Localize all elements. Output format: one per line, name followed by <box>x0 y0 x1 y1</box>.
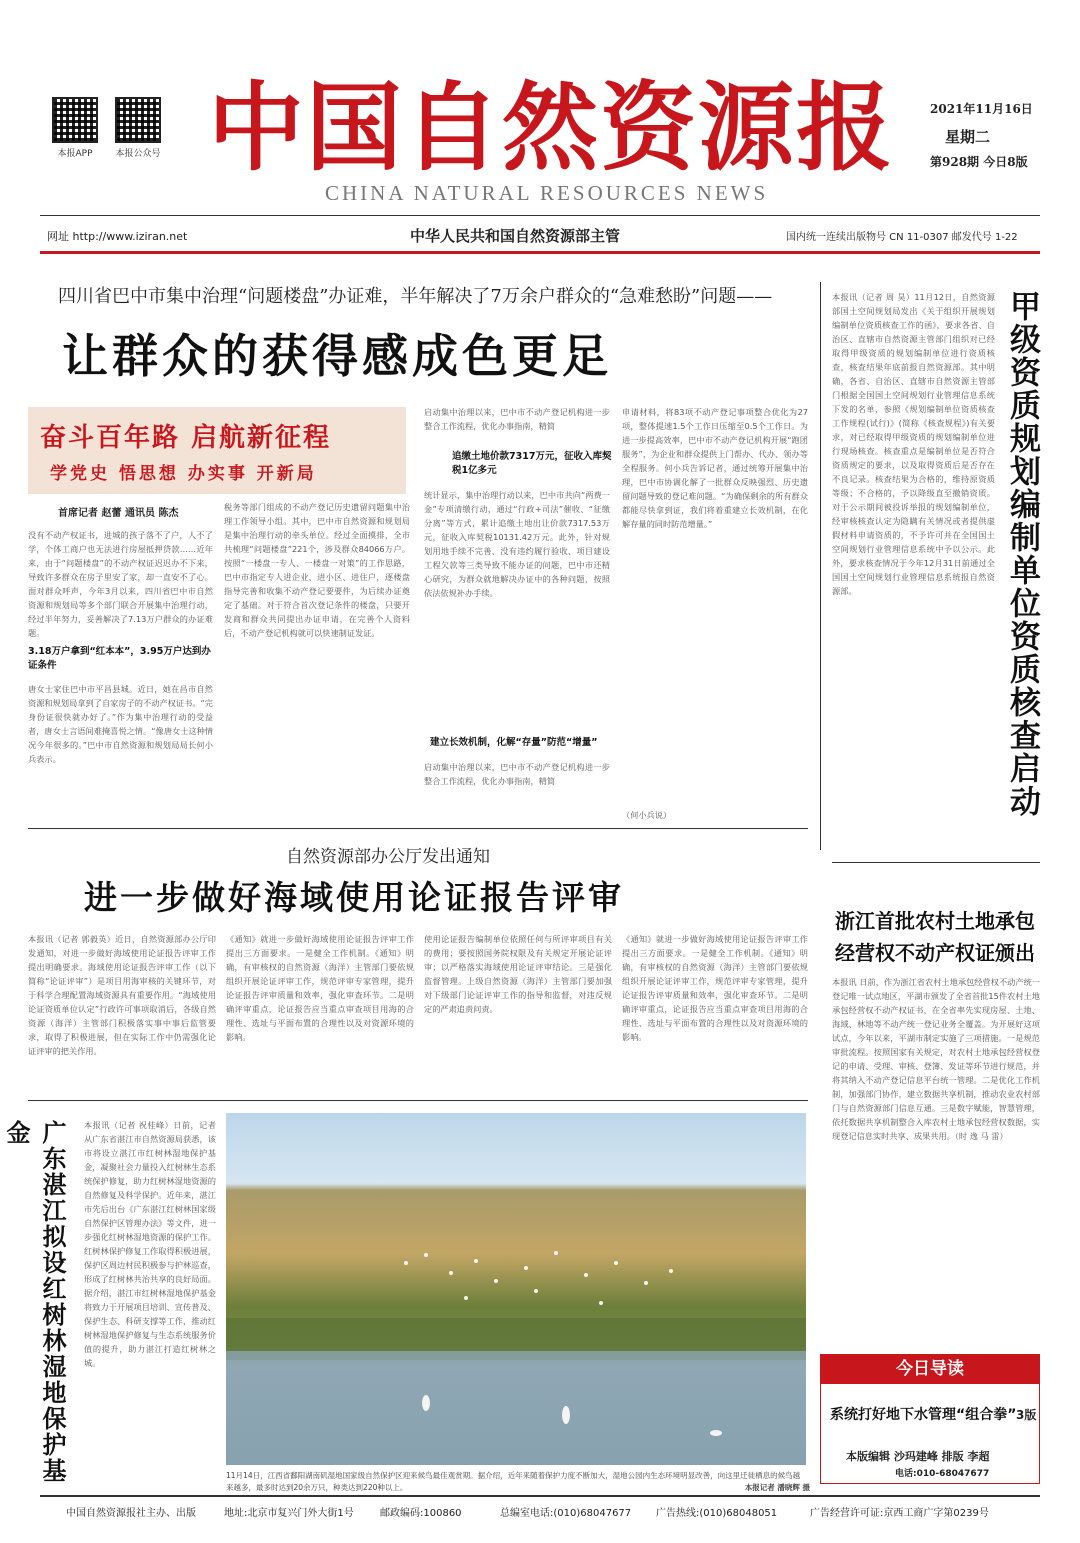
sea-notice-col-1: 本报讯（记者 郭毅英）近日，自然资源部办公厅印发通知，对进一步做好海域使用论证报告评审工作提出明确要求。海域使用论证报告评审工作（以下简称“论证评审”）是项目用海审核的关键环节，对于科学合理配置海域资源具有重要作用。“海域使用论证资质单位认定”行政许可事项取消后，各级自然资源（海洋）主管部门积极落实事中事后监管要求，取得了积极进展，但在实际工作中仍需强化论证评审的把关作用。 <box>28 934 216 1056</box>
editor-phone: 电话:010-68047677 <box>895 1469 990 1479</box>
masthead-rule <box>40 215 1040 216</box>
lead-column-2: 税务等部门组成的不动产登记历史遗留问题集中治理工作领导小组。其中，巴中市自然资源和规划局是集中治理行动的牵头单位。经过全面摸排，全市共梳理“问题楼盘”221个，涉及群众84066万户。按照“一楼盘一专人、一楼盘一对策”的工作思路，巴中市指定专人进企业、进小区、进住户，逐楼盘指导完善和收集不动产登记要要件，为后续办证奠定了基础。对于符合首次登记条件的楼盘，只要开发商和群众共同提出办证申请，在完善个人资料后，不动产登记机构就可以快速制证发证。 <box>224 502 410 638</box>
today-guide-item-page: 3版 <box>1016 1408 1037 1422</box>
account-qr-code[interactable] <box>115 97 161 143</box>
photo-credit: 本报记者 潘晓辉 摄 <box>744 1483 810 1492</box>
banner-slogan-sub: 学党史 悟思想 办实事 开新局 <box>50 464 317 484</box>
qr-account-label: 本报公众号 <box>115 149 161 159</box>
masthead-red-rule <box>40 251 1040 254</box>
qualification-article-body: 本报讯（记者 周 昊）11月12日，自然资源部国土空间规划局发出《关于组织开展规划编制单位资质核查工作的函》，要求各省、自治区、直辖市自然资源主管部门组织对已经取得甲级资质的规划编制单位进行资质核查，核查结果年底前报自然资源部。其中明确，各省、自治区、直辖市自然资源主管部门根据全国国土空间规划行业管理信息系统下发的名单，参照《规划编制单位资质核查工作规程(试行)》(简称《核查规程》)有关要求，对已经取得甲级资质的规划编制单位进行现场核查。核查重点是编制单位是否符合资质规定的要求，以及取得资质后是否存在不良记录。核查结果为合格的，维持原资质等级；不合格的，予以降级直至撤销资质。对于公示期间被投诉举报的规划编制单位，经审核核查认定为隐瞒有关情况或者提供虚假材料申请资质的，不予许可并在全国国土空间规划行业管理信息系统中予以公示。此外，要求核查情况于今年12月31日前通过全国国土空间规划行业管理信息系统报自然资源部。 <box>832 292 995 596</box>
guangdong-body: 本报讯（记者 祝桂峰）日前，记者从广东省湛江市自然资源局获悉，该市将设立湛江市红树林湿地保护基金，凝聚社会力量投入红树林生态系统保护修复，助力红树林湿地资源的自然修复及科学保护。近年来，湛江市先后出台《广东湛江红树林国家级自然保护区管理办法》等文件，进一步强化红树林湿地资源的保护工作。红树林保护修复工作取得积极进展，保护区周边村民积极参与护林巡查，形成了红树林共治共享的良好局面。据介绍，湛江市红树林湿地保护基金将致力于开展项目培训、宣传普及、保护生态、科研支撑等工作，推动红树林湿地保护修复与生态系统服务价值的提升，助力湛江打造红树林之城。 <box>84 1120 216 1368</box>
lead-column-4: 申请材料，将83项不动产登记事项整合优化为27项，整体提速1.5个工作日压缩至0.5个工作日。为进一步提高效率，巴中市不动产登记机构开展“跑团服务”，为企业和群众提供上门帮办、代办、领办等全程服务。何小兵告诉记者，通过统筹开展集中治理，巴中市协调化解了一批群众反映强烈、历史遗留问题导致的登记难问题。“为确保剩余的所有群众都能尽快拿到证，我们将着重建立长效机制，在化解存量的同时防范增量。” <box>622 407 808 529</box>
footer-publisher: 中国自然资源报社主办、出版 <box>66 1508 196 1519</box>
qualification-article-headline: 甲级资质规划编制单位资质核查启动 <box>1004 290 1040 818</box>
zhejiang-headline: 浙江首批农村土地承包经营权不动产权证颁出 <box>835 909 1035 965</box>
newspaper-title-en: CHINA NATURAL RESOURCES NEWS <box>325 181 769 205</box>
sea-notice-col-3: 使用论证报告编制单位依照任何与所评审项目有关的费用；要按照国务院权限及有关规定开展论证评审；以严格落实海域使用论证评审结论。三是强化监督管理。上级自然资源（海洋）主管部门要加强对下级部门论证评审工作的指导和监督，对违反规定的严肃追责问责。 <box>424 934 612 1014</box>
issue-date: 2021年11月16日 <box>930 102 1033 116</box>
lead-bottom-rule <box>28 828 808 829</box>
sea-notice-col-4: 《通知》就进一步做好海域使用论证报告评审工作提出三方面要求。一是健全工作机制。《通知》明确，有审核权的自然资源（海洋）主管部门要依规组织开展论证评审工作，规范评审专家管理，提升论证报告评审质量和效率，强化审查环节。二是明确评审重点，论证报告应当重点审查项目用海的合理性、选址与平面布置的合理性以及对资源环境的影响。 <box>622 934 808 1042</box>
wetland-birds-photo <box>226 1113 806 1465</box>
lead-byline: 首席记者 赵蕾 通讯员 陈杰 <box>58 508 179 519</box>
guangdong-headline: 广东湛江拟设红树林湿地保护基金 <box>2 1120 66 1484</box>
sea-notice-kicker: 自然资源部办公厅发出通知 <box>286 847 490 867</box>
photo-illustration <box>226 1113 806 1465</box>
website-link[interactable]: 网址 http://www.iziran.net <box>47 230 188 243</box>
lead-subhead-1: 3.18万户拿到“红本本”，3.95万户达到办证条件 <box>28 646 211 671</box>
issue-number: 第928期 今日8版 <box>930 155 1028 169</box>
lead-column-3-tail: 启动集中治理以来，巴中市不动产登记机构进一步整合工作流程，优化办事指南，精简 <box>424 762 610 786</box>
lead-column-3: 统计显示，集中治理行动以来，巴中市共向“两费一金”专项清缴行动，通过“行政+司法”催收、“征缴分离”等方式，累计追缴土地出让价款7317.53万元，征收入库契税10131.42万元。此外，针对规划用地手续不完善、没有违约履行验收、项目建设工程欠款等三类导致不能办证的问题，巴中市还精心研究，为群众就地解决办证中的各种问题，按照依法依规补办手续。 <box>424 490 610 598</box>
campaign-banner <box>28 407 406 494</box>
qr-app-label: 本报APP <box>57 149 93 159</box>
lead-column-3-top: 启动集中治理以来，巴中市不动产登记机构进一步整合工作流程，优化办事指南，精简 <box>424 407 610 431</box>
app-qr-code[interactable] <box>52 97 98 143</box>
photo-caption: 11月14日，江西省鄱阳湖南矶湿地国家级自然保护区迎来候鸟最佳观赏期。据介绍，近年来随着保护力度不断加大，湿地公园内生态环境明显改善，向这里迁徙栖息的候鸟越来越多，最多时达到20余万只，种类达到220种以上。 <box>226 1471 801 1492</box>
lead-column-1b: 唐女士家住巴中市平昌县城。近日，她在昌市自然资源和规划局拿到了自家房子的不动产权证书。“完身份证很快就办好了。”作为集中治理行动的受益者，唐女士言语间难掩喜悦之情。“像唐女士这种情况今年很多的。”巴中市自然资源和规划局局长何小兵表示。 <box>28 684 213 764</box>
right-column-divider <box>820 282 821 850</box>
lead-column-1: 没有不动产权证书，进城的孩子落不了户，人不了学，个体工商户也无法进行房屋抵押贷款……近年来，由于“问题楼盘”的不动产权证迟迟办不下来，导致许多群众在房子里安了家，却一直安不了心。面对群众呼声，今年3月以来，四川省巴中市自然资源和规划局等多个部门联合开展集中治理行动，经过半年努力，妥善解决了7.13万户群众的办证难题。 <box>28 530 213 638</box>
footer-ad-hotline: 广告热线:(010)68048051 <box>656 1508 778 1519</box>
today-guide-title: 今日导读 <box>820 1354 1040 1384</box>
weekday: 星期二 <box>945 128 991 146</box>
sea-notice-headline: 进一步做好海域使用论证报告评审 <box>84 878 624 917</box>
serial-number: 国内统一连续出版物号 CN 11-0307 邮发代号 1-22 <box>786 232 1018 243</box>
footer-rule <box>40 1495 1040 1497</box>
lead-subhead-2: 追缴土地价款7317万元，征收入库契税1亿多元 <box>452 451 612 476</box>
zhejiang-body: 本报讯 日前，作为浙江省农村土地承包经营权不动产统一登记唯一试点地区，平湖市颁发了全省首批15件农村土地承包经营权不动产权证书，在全省率先实现房屋、土地、海域、林地等不动产统一登记业务全覆盖。为开展好这项试点，今年以来，平湖市制定实施了三项措施。一是规范审批流程。按照国家有关规定，对农村土地承包经营权登记的申请、受理、审核、登簿、发证等环节进行规范，并将其纳入不动产登记信息平台统一管理。二是优化工作机制，加强部门协作，建立数据共享机制，推动农业农村部门与自然资源部门信息互通。三是数字赋能，智慧管理，依托数据共享机制整合入库农村土地承包经营权数据，实现登记信息实时共享、成果共用。（时 逸 马 雷） <box>832 977 1040 1141</box>
today-guide-item[interactable]: 系统打好地下水管理“组合拳” <box>830 1407 1017 1423</box>
lead-headline: 让群众的获得感成色更足 <box>62 329 612 383</box>
sea-notice-bottom-rule <box>28 1100 808 1101</box>
sponsor-line: 中华人民共和国自然资源部主管 <box>410 227 621 245</box>
lead-subhead-3: 建立长效机制，化解“存量”防范“增量” <box>430 737 598 748</box>
footer-address: 地址:北京市复兴门外大街1号 <box>224 1508 354 1519</box>
newspaper-title: 中国自然资源报 <box>208 71 894 184</box>
page-editor: 本版编辑 沙玛建峰 排版 李超 <box>846 1450 990 1463</box>
lead-kicker: 四川省巴中市集中治理“问题楼盘”办证难，半年解决了7万余户群众的“急难愁盼”问题—— <box>58 286 773 307</box>
sea-notice-col-2: 《通知》就进一步做好海域使用论证报告评审工作提出三方面要求。一是健全工作机制。《通知》明确，有审核权的自然资源（海洋）主管部门要依规组织开展论证评审工作，规范评审专家管理，提升论证报告评审质量和效率，强化审查环节。二是明确评审重点，论证报告应当重点审查项目用海的合理性、选址与平面布置的合理性以及对资源环境的影响。 <box>226 934 414 1042</box>
lead-column-4-end: （何小兵说） <box>622 810 672 820</box>
zhejiang-top-rule <box>832 862 1040 863</box>
banner-slogan-main: 奋斗百年路 启航新征程 <box>40 423 332 453</box>
footer-ad-license: 广告经营许可证:京西工商广字第0239号 <box>810 1508 989 1519</box>
footer-editorial-phone: 总编室电话:(010)68047677 <box>500 1508 632 1519</box>
footer-postcode: 邮政编码:100860 <box>380 1508 462 1519</box>
